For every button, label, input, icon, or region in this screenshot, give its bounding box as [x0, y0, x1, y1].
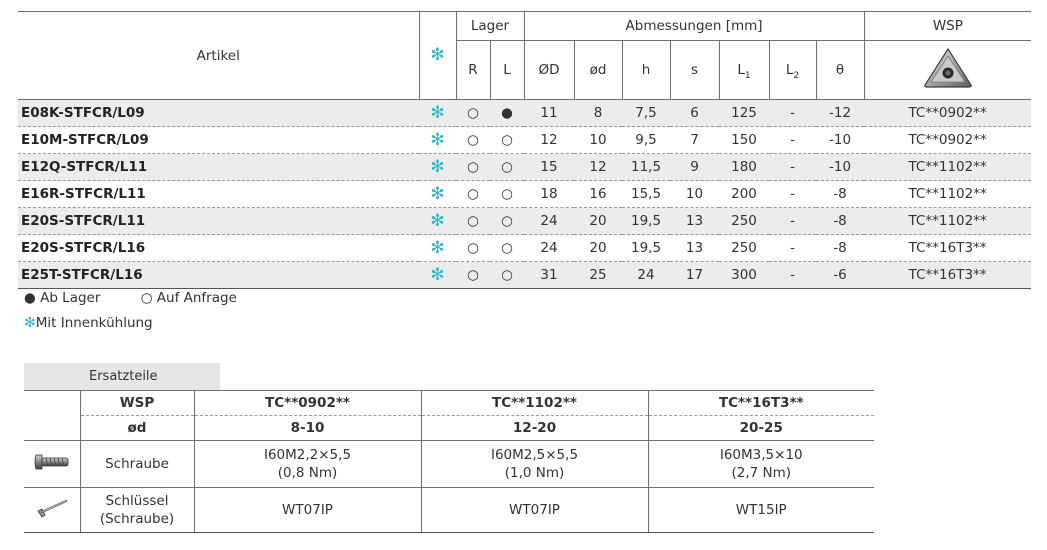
- l2-cell: -: [769, 127, 816, 154]
- sd-cell: 20: [574, 208, 622, 235]
- screw-torque: (0,8 Nm): [277, 465, 338, 481]
- l1-cell: 200: [719, 181, 769, 208]
- l1-cell: 250: [719, 235, 769, 262]
- wsp-row-label: WSP: [80, 391, 194, 416]
- h-cell: 7,5: [622, 100, 670, 127]
- product-row: [18, 127, 1031, 154]
- stock-l-cell: ○: [490, 154, 524, 181]
- wsp-cell: TC**0902**: [864, 100, 1031, 127]
- sd-cell: 8: [574, 100, 622, 127]
- s-cell: 10: [670, 181, 719, 208]
- sd-cell: 16: [574, 181, 622, 208]
- product-table: [18, 11, 1031, 289]
- coolant-icon: ✻: [430, 45, 445, 65]
- spare-wsp-2: TC**16T3**: [648, 391, 874, 416]
- stock-r-cell: ○: [456, 100, 490, 127]
- stock-l-cell: ○: [490, 127, 524, 154]
- auf-anfrage-label: Auf Anfrage: [156, 290, 237, 306]
- l1-cell: 125: [719, 100, 769, 127]
- od-row-label: ød: [80, 416, 194, 441]
- dd-cell: 11: [524, 100, 574, 127]
- coolant-cell: [419, 208, 456, 235]
- h-cell: 9,5: [622, 127, 670, 154]
- stock-l-cell: ●: [490, 100, 524, 127]
- stock-r-cell: ○: [456, 262, 490, 289]
- spare-wsp-1: TC**1102**: [421, 391, 648, 416]
- key-image-cell: [24, 488, 80, 533]
- product-row: [18, 154, 1031, 181]
- sd-cell: 10: [574, 127, 622, 154]
- col-theta-header: θ: [816, 41, 864, 100]
- dd-cell: 24: [524, 235, 574, 262]
- innenkuehlung-label: Mit Innenkühlung: [35, 315, 153, 331]
- blank-cell: [24, 391, 80, 416]
- coolant-icon: ✻: [430, 102, 445, 123]
- article-cell: E16R-STFCR/L11: [18, 181, 419, 208]
- s-cell: 7: [670, 127, 719, 154]
- screw-icon: [32, 449, 72, 475]
- schluessel-line2: (Schraube): [99, 511, 175, 527]
- spare-od-2: 20-25: [648, 416, 874, 441]
- col-l2-header: [769, 41, 816, 100]
- ersatzteile-tab: [24, 363, 220, 390]
- col-s-header: s: [670, 41, 719, 100]
- coolant-cell: [419, 127, 456, 154]
- wsp-cell: TC**1102**: [864, 181, 1031, 208]
- s-cell: 13: [670, 235, 719, 262]
- lager-header: Lager: [456, 12, 524, 41]
- coolant-cell: [419, 235, 456, 262]
- l2-cell: -: [769, 262, 816, 289]
- l2-cell: -: [769, 100, 816, 127]
- s-cell: 13: [670, 208, 719, 235]
- coolant-icon: ✻: [430, 264, 445, 285]
- stock-l-cell: ○: [490, 235, 524, 262]
- theta-cell: -10: [816, 127, 864, 154]
- schluessel-label: [80, 488, 194, 533]
- spare-screw-0: [194, 441, 421, 488]
- spare-key-0: WT07IP: [194, 488, 421, 533]
- wsp-cell: TC**16T3**: [864, 235, 1031, 262]
- stock-l-cell: ○: [490, 208, 524, 235]
- coolant-cell: [419, 100, 456, 127]
- stock-r-cell: ○: [456, 127, 490, 154]
- stock-l-cell: ○: [490, 181, 524, 208]
- s-cell: 17: [670, 262, 719, 289]
- l1-cell: 150: [719, 127, 769, 154]
- product-row: [18, 181, 1031, 208]
- l2-cell: -: [769, 235, 816, 262]
- l2-label: L: [785, 62, 794, 78]
- article-cell: E20S-STFCR/L16: [18, 235, 419, 262]
- spare-od-1: 12-20: [421, 416, 648, 441]
- dd-cell: 31: [524, 262, 574, 289]
- wsp-header: WSP: [864, 12, 1031, 41]
- col-h-header: h: [622, 41, 670, 100]
- product-row: [18, 262, 1031, 289]
- dd-cell: 24: [524, 208, 574, 235]
- screw-torque: (1,0 Nm): [504, 465, 565, 481]
- theta-cell: -8: [816, 181, 864, 208]
- sd-cell: 25: [574, 262, 622, 289]
- col-dd-header: ØD: [524, 41, 574, 100]
- article-cell: E08K-STFCR/L09: [18, 100, 419, 127]
- theta-cell: -12: [816, 100, 864, 127]
- h-cell: 19,5: [622, 235, 670, 262]
- h-cell: 24: [622, 262, 670, 289]
- l1-sub: 1: [744, 71, 751, 81]
- spare-parts-table: [24, 390, 874, 533]
- l1-label: L: [737, 62, 745, 78]
- insert-image-cell: [864, 41, 1031, 100]
- h-cell: 11,5: [622, 154, 670, 181]
- product-row: [18, 235, 1031, 262]
- s-cell: 6: [670, 100, 719, 127]
- dd-cell: 15: [524, 154, 574, 181]
- s-cell: 9: [670, 154, 719, 181]
- article-cell: E25T-STFCR/L16: [18, 262, 419, 289]
- theta-cell: -8: [816, 235, 864, 262]
- coolant-icon: ✻: [430, 237, 445, 258]
- artikel-header: Artikel: [18, 12, 419, 100]
- schluessel-line1: Schlüssel: [105, 493, 169, 509]
- l1-cell: 250: [719, 208, 769, 235]
- l2-cell: -: [769, 154, 816, 181]
- coolant-icon: ✻: [430, 156, 445, 177]
- coolant-icon: ✻: [430, 210, 445, 231]
- dd-cell: 18: [524, 181, 574, 208]
- coolant-icon: ✻: [430, 129, 445, 150]
- theta-cell: -10: [816, 154, 864, 181]
- article-cell: E12Q-STFCR/L11: [18, 154, 419, 181]
- spare-wsp-0: TC**0902**: [194, 391, 421, 416]
- coolant-cell: [419, 154, 456, 181]
- coolant-header: [419, 12, 456, 100]
- screw-spec: I60M3,5×10: [719, 447, 803, 463]
- theta-cell: -8: [816, 208, 864, 235]
- product-row: [18, 208, 1031, 235]
- sd-cell: 12: [574, 154, 622, 181]
- h-cell: 19,5: [622, 208, 670, 235]
- stock-r-cell: ○: [456, 208, 490, 235]
- product-row: [18, 100, 1031, 127]
- screw-spec: I60M2,2×5,5: [263, 447, 352, 463]
- spare-key-1: WT07IP: [421, 488, 648, 533]
- l1-cell: 300: [719, 262, 769, 289]
- col-l1-header: [719, 41, 769, 100]
- coolant-legend-icon: ✻: [24, 315, 36, 331]
- schraube-label: Schraube: [80, 441, 194, 488]
- ab-lager-label: Ab Lager: [40, 290, 101, 306]
- col-r-header: R: [456, 41, 490, 100]
- wsp-cell: TC**1102**: [864, 154, 1031, 181]
- col-l-header: L: [490, 41, 524, 100]
- empty-dot-icon: ○: [140, 290, 153, 306]
- legend-coolant: [24, 315, 153, 331]
- sd-cell: 20: [574, 235, 622, 262]
- coolant-cell: [419, 181, 456, 208]
- coolant-cell: [419, 262, 456, 289]
- abmessungen-header: Abmessungen [mm]: [524, 12, 864, 41]
- torx-key-icon: [32, 495, 72, 521]
- spare-od-0: 8-10: [194, 416, 421, 441]
- screw-spec: I60M2,5×5,5: [490, 447, 579, 463]
- legend-stock: [24, 290, 237, 306]
- l1-cell: 180: [719, 154, 769, 181]
- article-cell: E10M-STFCR/L09: [18, 127, 419, 154]
- stock-r-cell: ○: [456, 154, 490, 181]
- col-sd-header: ød: [574, 41, 622, 100]
- triangular-insert-icon: [923, 47, 973, 89]
- wsp-cell: TC**16T3**: [864, 262, 1031, 289]
- l2-cell: -: [769, 208, 816, 235]
- spare-screw-2: [648, 441, 874, 488]
- ersatzteile-title: Ersatzteile: [89, 369, 158, 384]
- l2-cell: -: [769, 181, 816, 208]
- wsp-cell: TC**0902**: [864, 127, 1031, 154]
- article-cell: E20S-STFCR/L11: [18, 208, 419, 235]
- stock-r-cell: ○: [456, 235, 490, 262]
- l2-sub: 2: [793, 71, 800, 81]
- stock-r-cell: ○: [456, 181, 490, 208]
- stock-l-cell: ○: [490, 262, 524, 289]
- screw-torque: (2,7 Nm): [731, 465, 792, 481]
- coolant-icon: ✻: [430, 183, 445, 204]
- spare-key-2: WT15IP: [648, 488, 874, 533]
- screw-image-cell: [24, 441, 80, 488]
- spare-screw-1: [421, 441, 648, 488]
- theta-cell: -6: [816, 262, 864, 289]
- filled-dot-icon: ●: [24, 290, 36, 306]
- h-cell: 15,5: [622, 181, 670, 208]
- wsp-cell: TC**1102**: [864, 208, 1031, 235]
- dd-cell: 12: [524, 127, 574, 154]
- blank-cell: [24, 416, 80, 441]
